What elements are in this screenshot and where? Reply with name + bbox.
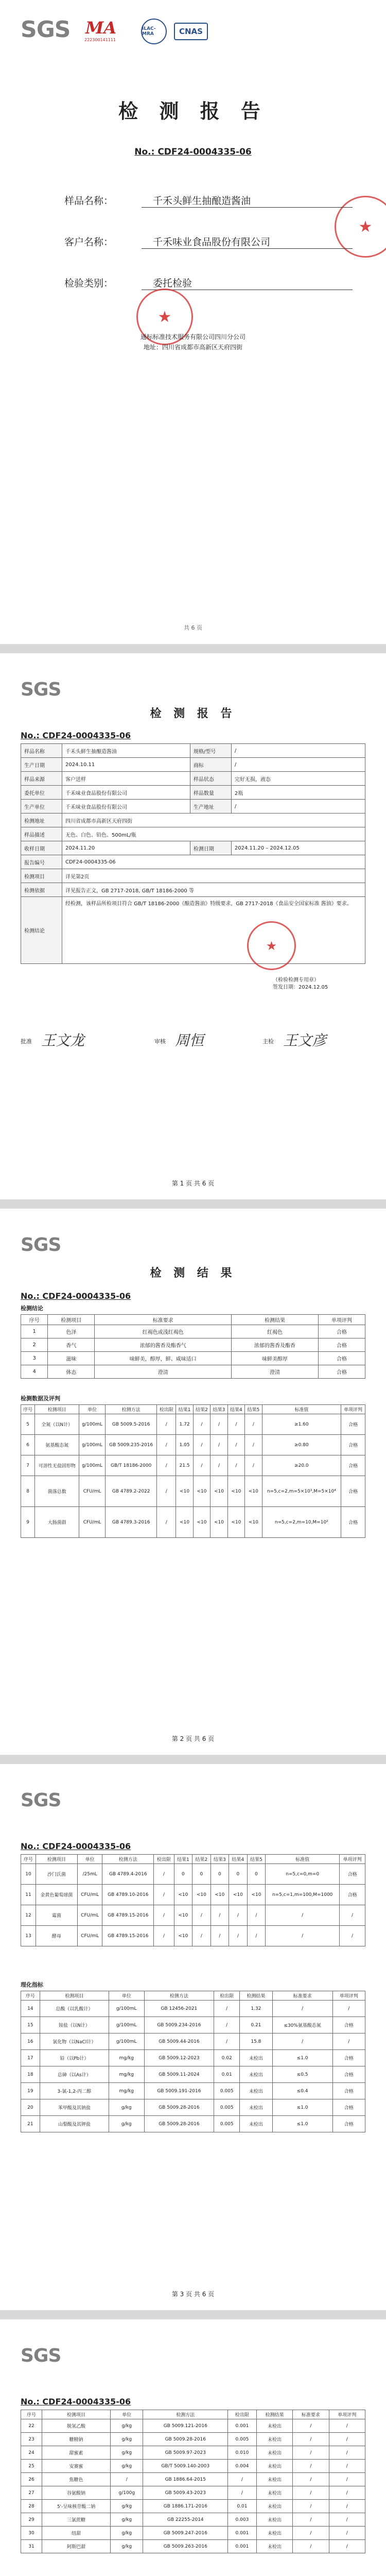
table-row: 1 色泽 红褐色或浅红褐色 红褐色 合格 bbox=[21, 1325, 365, 1338]
report-summary-page bbox=[0, 653, 386, 1199]
ilac-mark: ILAC-MRA bbox=[141, 19, 167, 44]
section-heading: 理化指标 bbox=[21, 1981, 43, 1988]
sig-label-inspect: 主检 bbox=[262, 1038, 274, 1045]
table-row: 25 安赛蜜 g/kg GB/T 5009.140-2003 0.004 未检出 / / bbox=[21, 2460, 365, 2473]
report-number: No.: CDF24-0004335-06 bbox=[21, 1291, 131, 1301]
additive-table bbox=[21, 2410, 365, 2553]
cover-page bbox=[0, 0, 386, 644]
sig-approve: 王文龙 bbox=[41, 1032, 85, 1049]
sgs-logo: SGS bbox=[21, 1234, 61, 1256]
table-row: 22 脱氢乙酸 g/kg GB 5009.121-2016 0.001 未检出 / / bbox=[21, 2419, 365, 2433]
table-row: 检测结论 经检测，该样品所检项目符合 GB/T 18186-2000《酿造酱油》特级要求，GB 2717-2018《食品安全国家标准 酱油》要求。 bbox=[21, 897, 365, 964]
table-row: 收样日期 2024.11.20 检测日期 2024.11.20 – 2024.12.05 bbox=[21, 841, 365, 855]
table-row: 11 金黄色葡萄球菌 CFU/mL GB 4789.10-2016 / <10 <10 <10 <10 <10 n=5,c=1,m=100,M=1000 合格 bbox=[21, 1885, 365, 1905]
table-row: 24 甜蜜素 g/kg GB 5009.97-2023 0.010 未检出 / / bbox=[21, 2446, 365, 2460]
results-page-2 bbox=[0, 1764, 386, 2310]
sgs-logo: SGS bbox=[21, 2345, 61, 2366]
page-title: 检 测 结 果 bbox=[150, 1266, 236, 1280]
table-row: 31 阿斯巴甜 g/kg GB 5009.263-2016 0.001 未检出 / / bbox=[21, 2540, 365, 2553]
sig-inspect: 王文彦 bbox=[283, 1032, 327, 1049]
table-row: 检测项目 详见第2页 bbox=[21, 869, 365, 883]
cma-mark: MA 222300141111 bbox=[84, 18, 117, 42]
sig-review: 周恒 bbox=[175, 1032, 204, 1049]
table-row: 4 体态 澄清 澄清 合格 bbox=[21, 1365, 365, 1379]
conclusion-text: 经检测，该样品所检项目符合 GB/T 18186-2000《酿造酱油》特级要求，GB 2717-2018《食品安全国家标准 酱油》要求。 bbox=[62, 897, 365, 964]
sensory-table bbox=[21, 1314, 365, 1379]
table-row: 28 5'-呈味核苷酸二钠 g/kg GB 1886.171-2016 0.01 未检出 / / bbox=[21, 2500, 365, 2513]
section-heading: 检测结论 bbox=[21, 1305, 43, 1312]
report-number: No.: CDF24-0004335-06 bbox=[21, 1841, 131, 1851]
page-number: 第 2 页 共 6 页 bbox=[171, 1735, 215, 1742]
cover-field: 样品名称： 千禾头鲜生抽酿造酱油 bbox=[64, 193, 353, 208]
results-page-3 bbox=[0, 2319, 386, 2576]
report-number: No.: CDF24-0004335-06 bbox=[21, 2397, 131, 2406]
table-row: 19 3-氯-1,2-丙二醇 mg/kg GB 5009.191-2016 0.005 未检出 ≤0.4 合格 bbox=[21, 2083, 365, 2099]
table-header: 序号 检测项目 标准要求 检测结果 单项评判 bbox=[21, 1315, 365, 1325]
table-row: 9 大肠菌群 CFU/mL GB 4789.3-2016 / <10 <10 <10 <10 <10 n=5,c=2,m=10,M=10² 合格 bbox=[21, 1507, 365, 1538]
sgs-logo: SGS bbox=[21, 679, 61, 700]
report-number: No.: CDF24-0004335-06 bbox=[134, 147, 252, 157]
table-row: 21 山梨酸及其钾盐 g/kg GB 5009.28-2016 0.005 未检出 ≤1.0 合格 bbox=[21, 2116, 365, 2132]
data-table bbox=[21, 1404, 365, 1538]
sig-label-approve: 批准 bbox=[21, 1038, 32, 1045]
table-row: 14 总酸（以乳酸计） g/100mL GB 12456-2021 / 1.32 / / bbox=[21, 2001, 365, 2017]
accreditation-marks bbox=[82, 19, 208, 44]
sgs-logo: SGS bbox=[21, 1790, 61, 1811]
report-number: No.: CDF24-0004335-06 bbox=[21, 731, 131, 740]
table-row: 2 香气 浓郁的酱香及酯香气 浓郁的酱香及酯香 合格 bbox=[21, 1338, 365, 1352]
cover-field: 检验类别： 委托检验 bbox=[64, 276, 353, 290]
table-row: 7 可溶性无盐固形物 g/100mL GB/T 18186-2000 / 21.5 / / / / ≥20.0 合格 bbox=[21, 1455, 365, 1476]
table-row: 16 氯化物（以NaCl计） g/100mL GB 5009.44-2016 / 15.8 / / bbox=[21, 2033, 365, 2050]
table-header: 序号 检测项目 单位 检测方法 检出限 检测结果 标准要求 单项评判 bbox=[21, 2410, 365, 2419]
chem-table bbox=[21, 1991, 365, 2132]
sign-date: （检验检测专用章） 签发日期：2024.12.05 bbox=[273, 977, 328, 990]
table-header: 序号 检测项目 单位 检测方法 检出限 检测结果 标准要求 单项评判 bbox=[21, 1991, 365, 2001]
table-row: 10 沙门氏菌 /25mL GB 4789.4-2016 / 0 0 0 0 0 n=5,c=0,m=0 合格 bbox=[21, 1864, 365, 1885]
cover-address-1: 通标标准技术服务有限公司四川分公司 bbox=[140, 333, 245, 341]
table-row: 样品名称 千禾头鲜生抽酿造酱油 规格/型号 / bbox=[21, 744, 365, 758]
table-row: 6 氨基酸态氮 g/100mL GB 5009.235-2016 / 1.05 / / / / ≥0.80 合格 bbox=[21, 1435, 365, 1455]
table-row: 生产单位 千禾味业食品股份有限公司 生产地址 / bbox=[21, 800, 365, 814]
cover-title: 检 测 报 告 bbox=[118, 99, 268, 123]
red-seal-icon: ★ bbox=[335, 196, 386, 258]
table-row: 18 总砷（以As计） mg/kg GB 5009.11-2024 0.01 未检出 ≤0.5 合格 bbox=[21, 2066, 365, 2083]
table-header: 序号 检测项目 单位 检测方法 检出限 结果1 结果2 结果3 结果4 结果5 标准值 单项评判 bbox=[21, 1855, 365, 1864]
micro-table bbox=[21, 1854, 365, 1946]
test-seal-icon: ★ bbox=[247, 921, 296, 970]
page-number: 第 3 页 共 6 页 bbox=[171, 2291, 215, 2298]
table-header: 序号 检测项目 单位 检测方法 检出限 结果1 结果2 结果3 结果4 结果5 标准值 单项评判 bbox=[21, 1405, 365, 1414]
table-row: 检测地址 四川省成都市高新区天府四街 bbox=[21, 814, 365, 827]
table-row: 生产日期 2024.10.11 商标 / bbox=[21, 758, 365, 772]
results-page-1 bbox=[0, 1209, 386, 1755]
table-row: 13 酵母 CFU/mL GB 4789.15-2016 / <10 / / / / / / bbox=[21, 1926, 365, 1946]
sample-info-table bbox=[21, 743, 365, 964]
table-row: 8 菌落总数 CFU/mL GB 4789.2-2022 / <10 <10 <10 <10 <10 n=5,c=2,m=5×10³,M=5×10⁴ 合格 bbox=[21, 1476, 365, 1507]
table-row: 29 三氯蔗糖 g/kg GB 22255-2014 0.003 未检出 / / bbox=[21, 2513, 365, 2527]
table-row: 27 谷氨酸钠 g/100g GB 5009.43-2023 / 未检出 / / bbox=[21, 2486, 365, 2500]
section-heading: 检测数据及评判 bbox=[21, 1395, 60, 1402]
table-row: 12 霉菌 CFU/mL GB 4789.15-2016 / <10 / / / / / / bbox=[21, 1905, 365, 1926]
cover-field: 客户名称： 千禾味业食品股份有限公司 bbox=[64, 234, 353, 249]
table-row: 委托单位 千禾味业食品股份有限公司 样品数量 2瓶 bbox=[21, 786, 365, 800]
sig-label-review: 审核 bbox=[154, 1038, 166, 1045]
company-seal-icon: ★ bbox=[136, 289, 193, 345]
page-title: 检 测 报 告 bbox=[150, 707, 236, 720]
table-row: 样品描述 无色、白色、铅色、500mL/瓶 bbox=[21, 827, 365, 841]
table-row: 样品来源 客户送样 样品状态 完好无损，液态 bbox=[21, 772, 365, 786]
page-total: 共 6 页 bbox=[184, 624, 202, 631]
table-row: 26 焦糖色 / GB 1886.64-2015 / 未检出 / / bbox=[21, 2473, 365, 2486]
table-row: 5 全氮（以N计） g/100mL GB 5009.5-2016 / 1.72 / / / / ≥1.60 合格 bbox=[21, 1414, 365, 1435]
table-row: 17 铅（以Pb计） mg/kg GB 5009.12-2023 0.02 未检出 ≤1.0 合格 bbox=[21, 2050, 365, 2066]
cnas-mark: CNAS bbox=[174, 23, 208, 40]
sgs-logo: SGS bbox=[21, 16, 71, 43]
table-row: 检测依据 详见报告正文，GB 2717-2018, GB/T 18186-2000 等 bbox=[21, 883, 365, 897]
table-row: 3 滋味 味鲜美，醇厚，鲜、咸味适口 味鲜美醇厚 合格 bbox=[21, 1352, 365, 1365]
table-row: 23 糖精钠 g/kg GB 5009.28-2016 0.005 未检出 / / bbox=[21, 2433, 365, 2446]
table-row: 15 铵盐（以N计） g/100mL GB 5009.234-2016 / 0.21 ≤30%氨基酸态氮 合格 bbox=[21, 2017, 365, 2033]
cover-address-2: 地址：四川省成都市高新区天府四街 bbox=[143, 344, 242, 351]
page-number: 第 1 页 共 6 页 bbox=[171, 1180, 215, 1187]
table-row: 30 纽甜 g/kg GB 5009.247-2016 0.001 未检出 / / bbox=[21, 2527, 365, 2540]
table-row: 20 苯甲酸及其钠盐 g/kg GB 5009.28-2016 0.005 未检出 ≤1.0 合格 bbox=[21, 2099, 365, 2116]
table-row: 报告编号 CDF24-0004335-06 bbox=[21, 855, 365, 869]
